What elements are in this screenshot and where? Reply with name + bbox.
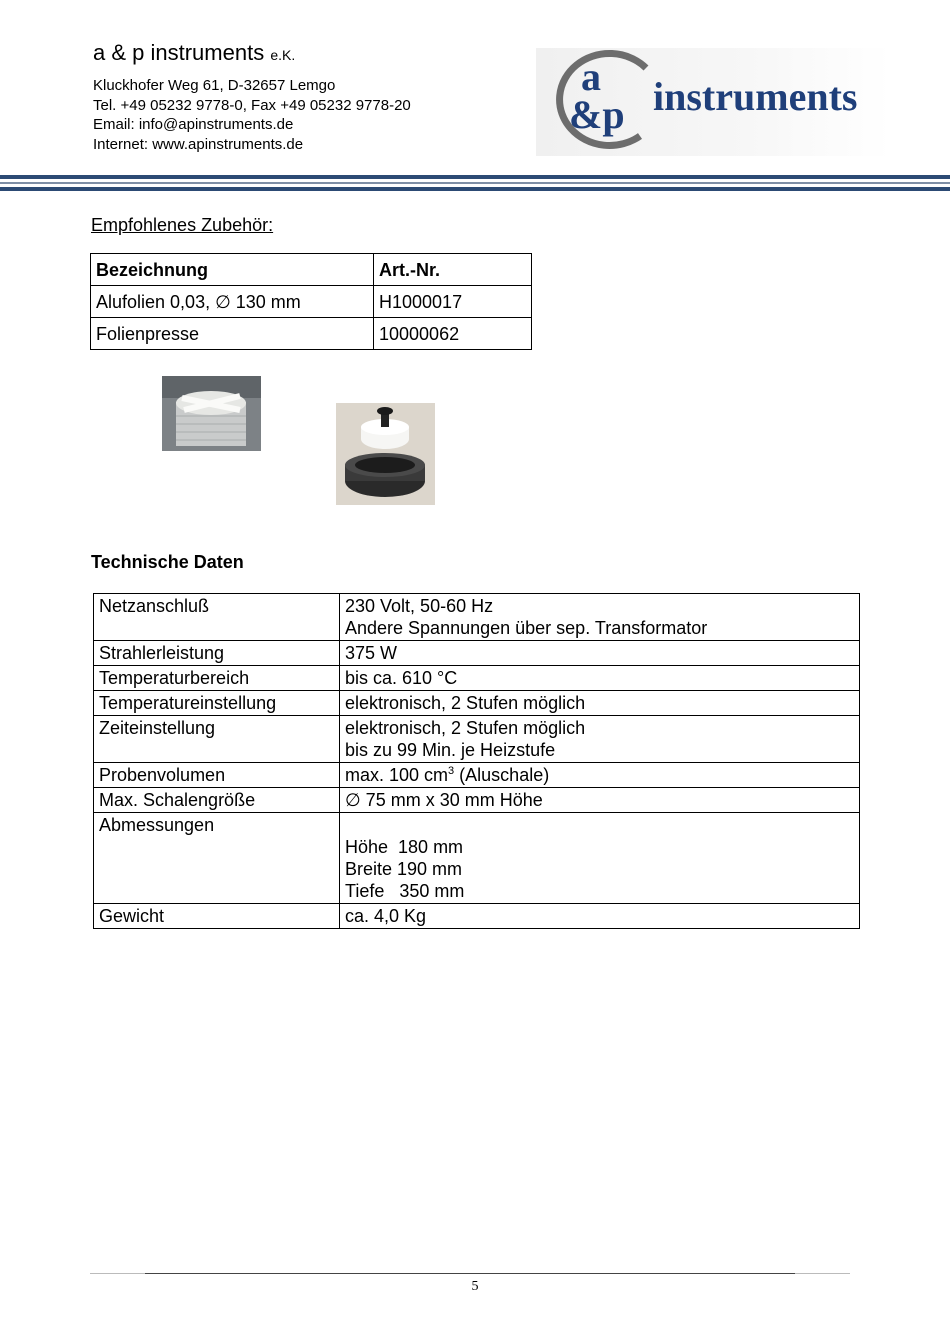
tech-value	[340, 641, 860, 666]
company-logo	[536, 48, 891, 156]
tech-value	[340, 788, 860, 813]
table-cell: Alufolien 0,03, ∅ 130 mm	[91, 286, 374, 318]
tech-value-line: Breite 190 mm	[345, 859, 463, 879]
tech-key: Temperaturbereich	[94, 666, 340, 691]
address-block	[93, 76, 411, 154]
tech-value	[340, 813, 860, 904]
tech-key: Strahlerleistung	[94, 641, 340, 666]
table-row	[94, 813, 860, 904]
tech-value	[340, 691, 860, 716]
tech-value-line: 230 Volt, 50-60 Hz	[345, 596, 494, 616]
table-row	[94, 763, 860, 788]
email-line: Email: info@apinstruments.de	[93, 116, 294, 133]
tech-value-line: ∅ 75 mm x 30 mm Höhe	[345, 790, 543, 810]
tech-value	[340, 666, 860, 691]
tech-value-line: Tiefe 350 mm	[345, 881, 465, 901]
tech-value-line: 375 W	[345, 643, 398, 663]
tech-value-line: Höhe 180 mm	[345, 837, 464, 857]
company-suffix: e.K.	[270, 47, 296, 63]
page-number: 5	[471, 1279, 479, 1294]
header-rule-bottom	[0, 187, 950, 191]
table-cell: Folienpresse	[91, 318, 374, 350]
table-row	[91, 286, 532, 318]
tech-value-line: bis ca. 610 °C	[345, 668, 458, 688]
tech-value-line: Andere Spannungen über sep. Transformator	[345, 618, 708, 638]
tech-value-text: (Aluschale)	[454, 765, 550, 785]
company-name	[93, 40, 295, 66]
company-name-text: a & p instruments	[93, 40, 265, 65]
tech-value	[340, 594, 860, 641]
header-rule-top	[0, 175, 950, 179]
tech-key: Netzanschluß	[94, 594, 340, 641]
address-line: Kluckhofer Weg 61, D-32657 Lemgo	[93, 77, 336, 94]
aluminum-foil-photo	[162, 376, 261, 451]
header-rule-middle	[0, 182, 950, 184]
table-row	[91, 318, 532, 350]
accessories-title: Empfohlenes Zubehör:	[91, 215, 274, 235]
table-cell: H1000017	[374, 286, 532, 318]
tech-value-line: ca. 4,0 Kg	[345, 906, 427, 926]
table-row	[94, 666, 860, 691]
tech-table	[93, 593, 860, 929]
table-row	[94, 691, 860, 716]
tech-key: Gewicht	[94, 904, 340, 929]
internet-line: Internet: www.apinstruments.de	[93, 135, 304, 153]
tech-value	[340, 904, 860, 929]
tech-value	[340, 763, 860, 788]
table-row	[94, 594, 860, 641]
table-row	[94, 716, 860, 763]
accessories-table	[90, 253, 532, 350]
logo-text: instruments	[653, 74, 858, 119]
tech-value-line: bis zu 99 Min. je Heizstufe	[345, 740, 556, 760]
header-cell: Bezeichnung	[91, 254, 374, 286]
table-cell: 10000062	[374, 318, 532, 350]
logo-mark-p: &p	[569, 92, 625, 137]
footer-rule-dark	[145, 1273, 795, 1274]
table-row	[94, 788, 860, 813]
tech-value	[340, 716, 860, 763]
table-row	[94, 904, 860, 929]
header-cell: Art.-Nr.	[374, 254, 532, 286]
table-header-row	[91, 254, 532, 286]
tech-value-text: max. 100 cm	[345, 765, 449, 785]
tech-key: Zeiteinstellung	[94, 716, 340, 763]
tech-title: Technische Daten	[91, 552, 244, 572]
superscript: 3	[448, 765, 455, 777]
tech-key: Abmessungen	[94, 813, 340, 904]
table-row	[94, 641, 860, 666]
tech-value-line: elektronisch, 2 Stufen möglich	[345, 718, 586, 738]
tech-value-line: elektronisch, 2 Stufen möglich	[345, 693, 586, 713]
logo-mark-a: a	[581, 54, 601, 99]
tech-key: Max. Schalengröße	[94, 788, 340, 813]
tech-key: Temperatureinstellung	[94, 691, 340, 716]
foil-press-photo	[336, 403, 435, 505]
tech-key: Probenvolumen	[94, 763, 340, 788]
phone-fax-line: Tel. +49 05232 9778-0, Fax +49 05232 9778-20	[93, 96, 411, 114]
